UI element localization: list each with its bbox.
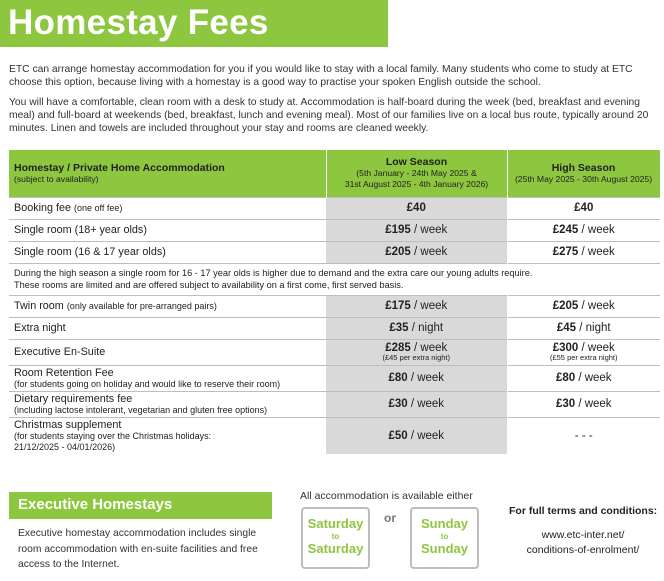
low-season-price [326, 391, 507, 417]
price-value: £45 [556, 322, 577, 334]
price-value: £35 [389, 322, 409, 334]
price-unit: / night [408, 322, 444, 334]
price-unit: / week [578, 246, 615, 258]
price-unit: / week [575, 372, 612, 384]
table-note-row [9, 263, 660, 295]
terms-heading: For full terms and conditions: [509, 505, 658, 517]
row-label-text: Extra night [14, 322, 66, 334]
terms-link[interactable] [518, 528, 648, 558]
sunday-to-sunday-box [410, 507, 479, 569]
high-season-price [507, 295, 660, 317]
header-low-dates-2: 31st August 2025 - 4th January 2026) [344, 179, 489, 190]
table-row [9, 219, 660, 241]
price-unit: / week [407, 398, 445, 410]
box-day-start: Saturday [307, 516, 364, 531]
header-accommodation-sub: (subject to availability) [14, 173, 99, 184]
price-value: £40 [406, 202, 426, 214]
low-season-price [326, 197, 507, 219]
executive-banner [9, 492, 272, 519]
box-to: to [440, 532, 449, 541]
row-label-sub: 21/12/2025 - 04/01/2026) [14, 441, 116, 452]
note-line-2: These rooms are limited and are offered subject to availability on a first come, first served basis. [14, 280, 404, 290]
price-value: £300 [552, 342, 579, 354]
price-value: £175 [385, 300, 411, 312]
price-unit: / week [410, 224, 448, 236]
header-high-dates: (25th May 2025 - 30th August 2025) [514, 173, 653, 184]
low-season-price [326, 339, 507, 365]
price-unit: / night [576, 322, 611, 334]
low-season-price [326, 219, 507, 241]
low-season-price [326, 295, 507, 317]
price-value: £275 [552, 246, 579, 258]
row-label-text: Room Retention Fee [14, 366, 114, 379]
low-season-price [326, 317, 507, 339]
box-day-end: Saturday [307, 541, 364, 556]
row-label-text: Single room (16 & 17 year olds) [14, 246, 166, 258]
price-unit: / week [578, 224, 615, 236]
box-day-end: Sunday [421, 541, 468, 556]
price-value: £80 [388, 372, 408, 384]
high-season-price [507, 365, 660, 391]
price-unit: / week [410, 342, 448, 354]
price-unit: / week [407, 372, 445, 384]
price-unit: / week [578, 342, 615, 354]
row-label-sub: (for students going on holiday and would like to reserve their room) [14, 378, 281, 389]
terms-url-line-1[interactable]: www.etc-inter.net/ [541, 529, 625, 541]
row-label-small: (one off fee) [74, 203, 123, 213]
low-season-price [326, 241, 507, 263]
price-note: (£55 per extra night) [549, 353, 618, 362]
header-low-title: Low Season [385, 156, 448, 169]
price-unit: / week [407, 429, 445, 442]
table-row [9, 365, 660, 391]
price-value: £245 [552, 224, 579, 236]
availability-caption: All accommodation is available either [300, 490, 473, 502]
high-season-note [9, 263, 660, 295]
table-row [9, 339, 660, 365]
high-season-price [507, 197, 660, 219]
low-season-price [326, 417, 507, 454]
price-unit: / week [410, 300, 448, 312]
header-high-season [507, 150, 660, 197]
row-label-text: Twin room [14, 300, 64, 312]
header-accommodation-title: Homestay / Private Home Accommodation [14, 161, 225, 174]
price-unit: / week [410, 246, 448, 258]
row-label [9, 339, 326, 365]
row-label-sub: (including lactose intolerant, vegetarian and gluten free options) [14, 404, 268, 415]
terms-url-line-2[interactable]: conditions-of-enrolment/ [526, 544, 640, 556]
title-banner [0, 0, 388, 47]
row-label [9, 241, 326, 263]
price-note: (£45 per extra night) [382, 353, 451, 362]
price-value: £205 [552, 300, 579, 312]
high-season-price [507, 241, 660, 263]
page-title: Homestay Fees [8, 3, 269, 42]
header-low-dates-1: (5th January - 24th May 2025 & [356, 168, 477, 179]
box-to: to [331, 532, 340, 541]
table-row [9, 391, 660, 417]
table-row [9, 241, 660, 263]
saturday-to-saturday-box [301, 507, 370, 569]
header-low-season [326, 150, 507, 197]
executive-heading: Executive Homestays [18, 496, 173, 513]
price-value: £80 [555, 372, 576, 384]
intro-paragraph-2: You will have a comfortable, clean room with a desk to study at. Accommodation is half-board during the week (bed, breakfast and evening meal) and full-board at weekends (bed, breakfast, lunch and evening meal). Most of our families live on a local bus route, typically around 20 minutes. Linen and towels are included throughout your stay and rooms are cleaned weekly. [9, 97, 649, 135]
note-line-1: During the high season a single room for 16 - 17 year olds is higher due to demand and the extra care our young adults require. [14, 268, 533, 278]
row-label-text: Executive En-Suite [14, 346, 106, 358]
row-label-text: Single room (18+ year olds) [14, 224, 147, 236]
or-label: or [384, 511, 396, 525]
row-label [9, 317, 326, 339]
table-row [9, 197, 660, 219]
price-value: £50 [388, 429, 408, 442]
header-high-title: High Season [551, 161, 616, 174]
table-row [9, 417, 660, 454]
price-value: £285 [385, 342, 411, 354]
price-not-applicable: - - - [574, 429, 593, 442]
intro-paragraph-1: ETC can arrange homestay accommodation for you if you would like to stay with a local family. Many students who come to study at ETC choose this option, because living with a homestay is a good way to practise your spoken English outside the school. [9, 64, 633, 89]
high-season-price [507, 317, 660, 339]
high-season-price [507, 391, 660, 417]
box-day-start: Sunday [421, 516, 468, 531]
row-label-text: Christmas supplement [14, 418, 122, 431]
fees-table [9, 150, 661, 454]
row-label-text: Dietary requirements fee [14, 392, 133, 405]
row-label [9, 197, 326, 219]
executive-description: Executive homestay accommodation includes single room accommodation with en-suite facilities and free access to the Internet. [18, 528, 258, 570]
row-label [9, 417, 326, 454]
price-unit: / week [578, 300, 615, 312]
price-value: £40 [574, 202, 594, 214]
price-value: £195 [385, 224, 411, 236]
row-label-small: (only available for pre-arranged pairs) [66, 301, 217, 311]
price-value: £30 [388, 398, 408, 410]
row-label-text: Booking fee [14, 202, 72, 214]
price-value: £205 [385, 246, 411, 258]
high-season-price [507, 417, 660, 454]
row-label [9, 391, 326, 417]
price-value: £30 [555, 398, 576, 410]
table-header-row [9, 150, 660, 197]
table-row [9, 295, 660, 317]
high-season-price [507, 219, 660, 241]
table-row [9, 317, 660, 339]
row-label [9, 295, 326, 317]
high-season-price [507, 339, 660, 365]
row-label-sub: (for students staying over the Christmas holidays: [14, 430, 212, 441]
low-season-price [326, 365, 507, 391]
row-label [9, 219, 326, 241]
price-unit: / week [575, 398, 612, 410]
header-accommodation [9, 150, 326, 197]
row-label [9, 365, 326, 391]
